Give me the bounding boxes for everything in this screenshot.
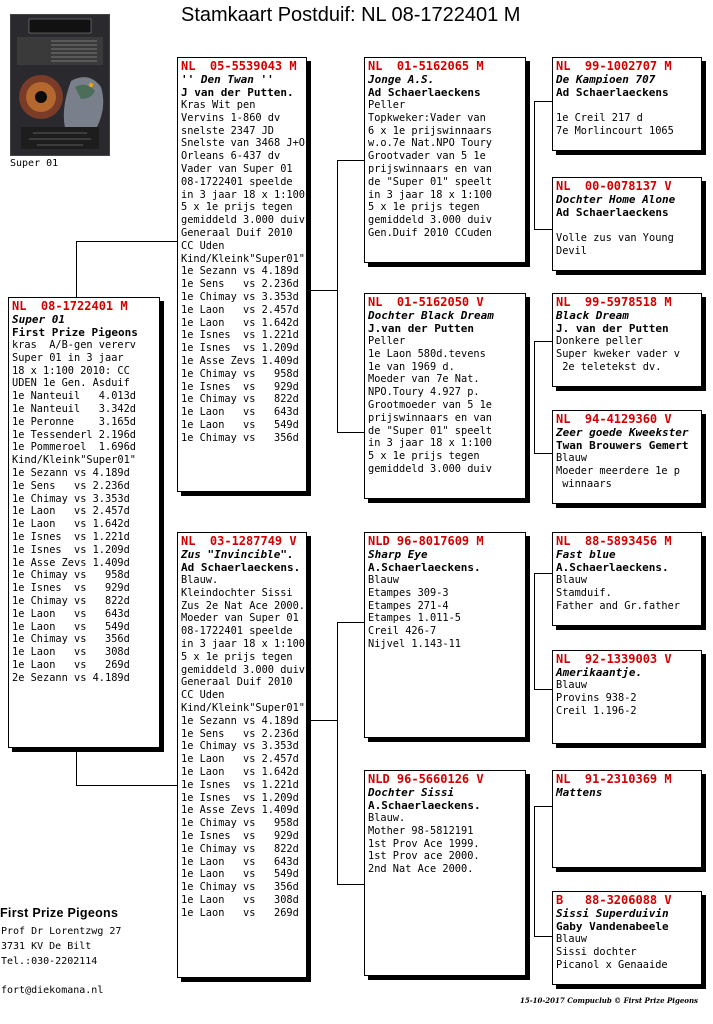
breeder-name: First Prize Pigeons: [0, 906, 119, 920]
breeder-email[interactable]: fort@diekomana.nl: [1, 985, 104, 996]
detail-line: Donkere peller: [556, 335, 643, 347]
detail-line: Provins 938-2: [556, 691, 637, 704]
pigeon-card-grandfather-maternal: [364, 532, 526, 738]
detail-line: 5 x 1e prijs tegen: [181, 201, 293, 214]
connector-line: [337, 622, 338, 884]
detail-line: 1e Pommeroel 1.696d: [12, 441, 136, 454]
ring-number: NLD 96-5660126 V: [368, 772, 484, 786]
owner-name: A.Schaerlaeckens.: [368, 561, 481, 574]
photo-caption: Super 01: [10, 158, 59, 169]
connector-line: [337, 884, 364, 885]
detail-line: 2e Sezann vs 4.189d: [12, 671, 130, 684]
detail-line: 1e Tessenderl 2.196d: [12, 428, 136, 441]
pigeon-card-great-grandparent-4: [552, 410, 702, 504]
ring-number: NL 91-2310369 M: [556, 772, 672, 786]
detail-line: kras A/B-gen vererv: [12, 339, 136, 351]
pigeon-name: Fast blue: [556, 548, 616, 561]
detail-line: 1e Asse Zevs 1.409d: [181, 354, 299, 367]
detail-line: 5 x 1e prijs tegen: [368, 450, 480, 463]
detail-line: NPO.Toury 4.927 p.: [368, 386, 480, 399]
pigeon-name: Zus "Invincible".: [181, 548, 294, 561]
connector-line: [76, 785, 177, 786]
detail-line: Sissi dochter: [556, 945, 637, 958]
breeder-city: 3731 KV De Bilt: [1, 941, 92, 952]
detail-line: 1e Sezann vs 4.189d: [181, 714, 299, 727]
detail-line: 1e Chimay vs 958d: [12, 569, 130, 582]
detail-line: gemiddeld 3.000 duiv: [181, 214, 305, 227]
connector-line: [307, 290, 338, 291]
detail-line: 1e Sezann vs 4.189d: [181, 265, 299, 278]
connector-line: [534, 101, 535, 229]
detail-line: Kras Wit pen: [181, 99, 256, 111]
connector-line: [337, 622, 364, 623]
detail-line: 1e Laon vs 2.457d: [181, 753, 299, 766]
pigeon-photo: [10, 14, 110, 156]
detail-line: Blauw: [556, 933, 587, 945]
detail-line: 1e Chimay vs 958d: [181, 367, 299, 380]
detail-line: 1e Chimay vs 356d: [181, 881, 299, 894]
detail-line: 1e Laon vs 308d: [12, 646, 130, 659]
detail-line: 1e Laon 580d.tevens: [368, 347, 486, 360]
connector-line: [76, 748, 77, 786]
detail-line: 1e Isnes vs 1.209d: [12, 543, 130, 556]
ring-number: NL 99-5978518 M: [556, 295, 672, 309]
owner-name: Ad Schaerlaeckens: [556, 86, 669, 99]
detail-line: 08-1722401 speelde: [181, 175, 293, 188]
detail-line: 1e Laon vs 2.457d: [12, 505, 130, 518]
pigeon-name: Dochter Black Dream: [368, 309, 494, 322]
detail-line: 1e Laon vs 643d: [12, 607, 130, 620]
detail-line: Generaal Duif 2010: [181, 676, 293, 689]
ring-number: B 88-3206088 V: [556, 893, 672, 907]
detail-line: prijswinnaars en van: [368, 411, 492, 424]
detail-line: Peller: [368, 335, 406, 347]
ring-number: NL 05-5539043 M: [181, 59, 297, 73]
ring-number: NL 92-1339003 V: [556, 652, 672, 666]
detail-line: Blauw.: [181, 574, 219, 586]
pigeon-card-mother: [177, 532, 307, 978]
breeder-contact: [0, 906, 121, 998]
detail-line: de "Super 01" speelt: [368, 424, 492, 437]
ring-number: NL 01-5162065 M: [368, 59, 484, 73]
detail-line: Volle zus van Young: [556, 231, 674, 244]
detail-line: Devil: [556, 244, 587, 257]
detail-line: gemiddeld 3.000 duiv: [181, 663, 305, 676]
detail-line: 1e Chimay vs 356d: [12, 633, 130, 646]
detail-line: Creil 426-7: [368, 625, 437, 638]
pigeon-card-great-grandparent-2: [552, 177, 702, 271]
connector-line: [337, 160, 364, 161]
detail-line: in 3 jaar 18 x 1:100: [368, 188, 492, 201]
pigeon-card-grandfather-paternal: [364, 57, 526, 263]
connector-line: [534, 341, 552, 342]
detail-line: Orleans 6-437 dv: [181, 150, 281, 163]
pigeon-card-great-grandparent-3: [552, 293, 702, 387]
connector-line: [76, 241, 177, 242]
detail-line: 1e Laon vs 549d: [181, 868, 299, 881]
detail-line: 1e Laon vs 1.642d: [181, 765, 299, 778]
detail-line: Grootvader van 5 1e: [368, 150, 486, 163]
detail-line: 6 x 1e prijswinnaars: [368, 124, 492, 137]
detail-line: Generaal Duif 2010: [181, 226, 293, 239]
connector-line: [534, 689, 552, 690]
detail-line: 1e Sens vs 2.236d: [181, 727, 299, 740]
connector-line: [534, 341, 535, 453]
detail-line: 1e Peronne 3.165d: [12, 415, 136, 428]
ring-number: NL 08-1722401 M: [12, 299, 128, 313]
connector-line: [534, 806, 535, 936]
detail-line: Blauw: [368, 574, 399, 586]
detail-line: CC Uden: [181, 689, 225, 702]
detail-line: Kind/Kleink"Super01": [181, 252, 305, 265]
detail-line: Grootmoeder van 5 1e: [368, 398, 492, 411]
detail-line: CC Uden: [181, 239, 225, 252]
detail-line: Super kweker vader v: [556, 347, 680, 360]
owner-name: Ad Schaerlaeckens: [556, 206, 669, 219]
detail-line: 1e Sens vs 2.236d: [181, 278, 299, 291]
detail-line: Etampes 309-3: [368, 586, 449, 599]
detail-line: w.o.7e Nat.NPO Toury: [368, 137, 492, 150]
detail-line: Stamduif.: [556, 586, 612, 599]
detail-line: Kind/Kleink"Super01": [12, 454, 136, 467]
owner-name: First Prize Pigeons: [12, 326, 138, 339]
pigeon-name: Sissi Superduivin: [556, 907, 669, 920]
detail-line: 1e Laon vs 549d: [12, 620, 130, 633]
ring-number: NL 99-1002707 M: [556, 59, 672, 73]
owner-name: Twan Brouwers Gemert: [556, 439, 689, 452]
pigeon-card-subject: [8, 297, 160, 748]
connector-line: [534, 806, 552, 807]
detail-line: 08-1722401 speelde: [181, 625, 293, 638]
detail-line: 1e Chimay vs 356d: [181, 431, 299, 444]
detail-line: 1e van 1969 d.: [368, 360, 455, 373]
connector-line: [534, 573, 552, 574]
detail-line: 1e Isnes vs 1.221d: [12, 530, 130, 543]
ring-number: NL 00-0078137 V: [556, 179, 672, 193]
detail-line: 1e Sens vs 2.236d: [12, 479, 130, 492]
connector-line: [534, 229, 552, 230]
print-stamp: 15-10-2017 Compuclub © First Prize Pigeons: [520, 996, 698, 1005]
detail-line: 18 x 1:100 2010: CC: [12, 364, 130, 377]
detail-line: Blauw: [556, 679, 587, 691]
detail-line: 1e Asse Zevs 1.409d: [181, 804, 299, 817]
pigeon-name: Dochter Sissi: [368, 786, 455, 799]
detail-line: 1e Nanteuil 3.342d: [12, 402, 136, 415]
owner-name: J van der Putten.: [181, 86, 294, 99]
detail-line: Creil 1.196-2: [556, 704, 637, 717]
pigeon-name: Black Dream: [556, 309, 629, 322]
ring-number: NL 03-1287749 V: [181, 534, 297, 548]
detail-line: 1e Nanteuil 4.013d: [12, 390, 136, 403]
detail-line: 1e Isnes vs 929d: [12, 582, 130, 595]
pigeon-name: Sharp Eye: [368, 548, 428, 561]
detail-line: Blauw: [556, 452, 587, 464]
pigeon-name: Super 01: [12, 313, 65, 326]
detail-line: Moeder van Super 01: [181, 612, 299, 625]
breeder-phone: Tel.:030-2202114: [1, 956, 98, 967]
pigeon-card-great-grandparent-5: [552, 532, 702, 626]
detail-line: 1e Laon vs 549d: [181, 418, 299, 431]
connector-line: [307, 720, 338, 721]
detail-line: Moeder meerdere 1e p: [556, 464, 680, 477]
detail-line: Peller: [368, 99, 406, 111]
detail-line: Kind/Kleink"Super01": [181, 701, 305, 714]
detail-line: [556, 99, 698, 112]
detail-line: 1e Isnes vs 1.209d: [181, 342, 299, 355]
detail-line: Gen.Duif 2010 CCuden: [368, 226, 492, 239]
detail-line: snelste 2347 JD: [181, 124, 274, 137]
connector-line: [534, 936, 552, 937]
owner-name: Ad Schaerlaeckens: [368, 86, 481, 99]
detail-line: 1e Laon vs 269d: [181, 906, 299, 919]
detail-line: 2nd Nat Ace 2000.: [368, 863, 474, 876]
owner-name: Ad Schaerlaeckens.: [181, 561, 301, 574]
detail-line: 1e Laon vs 269d: [12, 658, 130, 671]
detail-line: Zus 2e Nat Ace 2000.: [181, 599, 305, 612]
detail-line: gemiddeld 3.000 duiv: [368, 214, 492, 227]
ring-number: NL 88-5893456 M: [556, 534, 672, 548]
detail-line: 1e Asse Zevs 1.409d: [12, 556, 130, 569]
detail-line: UDEN 1e Gen. Asduif: [12, 377, 130, 390]
detail-line: 1e Chimay vs 958d: [181, 817, 299, 830]
detail-line: in 3 jaar 18 x 1:100: [181, 188, 305, 201]
pigeon-card-grandmother-paternal: [364, 293, 526, 499]
pigeon-name: Amerikaantje.: [556, 666, 643, 679]
pigeon-name: Dochter Home Alone: [556, 193, 676, 206]
detail-line: 5 x 1e prijs tegen: [181, 650, 293, 663]
breeder-street: Prof Dr Lorentzwg 27: [1, 926, 122, 937]
detail-line: 7e Morlincourt 1065: [556, 124, 674, 137]
connector-line: [337, 432, 364, 433]
detail-line: 2e teletekst dv.: [556, 360, 662, 373]
owner-name: A.Schaerlaeckens.: [556, 561, 669, 574]
pigeon-card-great-grandparent-1: [552, 57, 702, 151]
detail-line: 1e Chimay vs 822d: [12, 594, 130, 607]
detail-line: 1e Sezann vs 4.189d: [12, 466, 130, 479]
detail-line: Super 01 in 3 jaar: [12, 351, 124, 364]
detail-line: Kleindochter Sissi: [181, 586, 293, 599]
pigeon-name: '' Den Twan '': [181, 73, 274, 86]
connector-line: [337, 160, 338, 432]
detail-line: 1e Creil 217 d: [556, 111, 643, 124]
detail-line: Picanol x Genaaide: [556, 958, 668, 971]
detail-line: winnaars: [556, 477, 612, 490]
detail-line: 1e Isnes vs 1.221d: [181, 778, 299, 791]
detail-line: 1e Laon vs 1.642d: [181, 316, 299, 329]
detail-line: 1st Prov Ace 1999.: [368, 837, 480, 850]
detail-line: 1e Laon vs 2.457d: [181, 303, 299, 316]
pigeon-card-father: [177, 57, 307, 492]
detail-line: Mother 98-5812191: [368, 824, 474, 837]
page-title: Stamkaart Postduif: NL 08-1722401 M: [181, 4, 521, 26]
detail-line: Moeder van 7e Nat.: [368, 373, 480, 386]
detail-line: 5 x 1e prijs tegen: [368, 201, 480, 214]
ring-number: NL 94-4129360 V: [556, 412, 672, 426]
detail-line: 1e Laon vs 643d: [181, 855, 299, 868]
ring-number: NL 01-5162050 V: [368, 295, 484, 309]
detail-line: gemiddeld 3.000 duiv: [368, 462, 492, 475]
detail-line: 1e Laon vs 308d: [181, 893, 299, 906]
detail-line: 1e Isnes vs 1.221d: [181, 329, 299, 342]
detail-line: 1e Chimay vs 3.353d: [181, 290, 299, 303]
detail-line: Vervins 1-860 dv: [181, 111, 281, 124]
detail-line: prijswinnaars en van: [368, 162, 492, 175]
connector-line: [534, 453, 552, 454]
pigeon-card-great-grandparent-8: [552, 891, 702, 985]
detail-line: Snelste van 3468 J+O: [181, 137, 305, 150]
detail-line: 1e Chimay vs 3.353d: [12, 492, 130, 505]
pigeon-name: De Kampioen 707: [556, 73, 656, 86]
pigeon-name: Jonge A.S.: [368, 73, 435, 86]
connector-line: [534, 101, 552, 102]
detail-line: 1e Isnes vs 1.209d: [181, 791, 299, 804]
detail-line: Topkweker:Vader van: [368, 111, 486, 124]
pigeon-name: Mattens: [556, 786, 603, 799]
connector-line: [534, 573, 535, 689]
owner-name: J. van der Putten: [556, 322, 669, 335]
detail-line: Blauw: [556, 574, 587, 586]
owner-name: Gaby Vandenabeele: [556, 920, 669, 933]
detail-line: in 3 jaar 18 x 1:100: [368, 437, 492, 450]
detail-line: in 3 jaar 18 x 1:100: [181, 637, 305, 650]
detail-line: Vader van Super 01: [181, 162, 293, 175]
detail-line: Etampes 271-4: [368, 599, 449, 612]
detail-line: Nijvel 1.143-11: [368, 637, 461, 650]
connector-line: [76, 241, 77, 297]
detail-line: Blauw.: [368, 812, 406, 824]
ring-number: NLD 96-8017609 M: [368, 534, 484, 548]
detail-line: 1e Isnes vs 929d: [181, 829, 299, 842]
detail-line: [556, 219, 698, 232]
detail-line: 1e Chimay vs 822d: [181, 842, 299, 855]
owner-name: J.van der Putten: [368, 322, 474, 335]
detail-line: 1e Isnes vs 929d: [181, 380, 299, 393]
detail-line: Etampes 1.011-5: [368, 612, 461, 625]
owner-name: A.Schaerlaeckens.: [368, 799, 481, 812]
pigeon-name: Zeer goede Kweekster: [556, 426, 689, 439]
detail-line: 1e Laon vs 643d: [181, 406, 299, 419]
pigeon-card-great-grandparent-7: [552, 770, 702, 868]
detail-line: 1e Laon vs 1.642d: [12, 518, 130, 531]
detail-line: 1e Chimay vs 3.353d: [181, 740, 299, 753]
detail-line: Father and Gr.father: [556, 599, 680, 612]
pigeon-card-great-grandparent-6: [552, 650, 702, 744]
pigeon-card-grandmother-maternal: [364, 770, 526, 976]
detail-line: 1st Prov ace 2000.: [368, 850, 480, 863]
detail-line: de "Super 01" speelt: [368, 175, 492, 188]
detail-line: 1e Chimay vs 822d: [181, 393, 299, 406]
